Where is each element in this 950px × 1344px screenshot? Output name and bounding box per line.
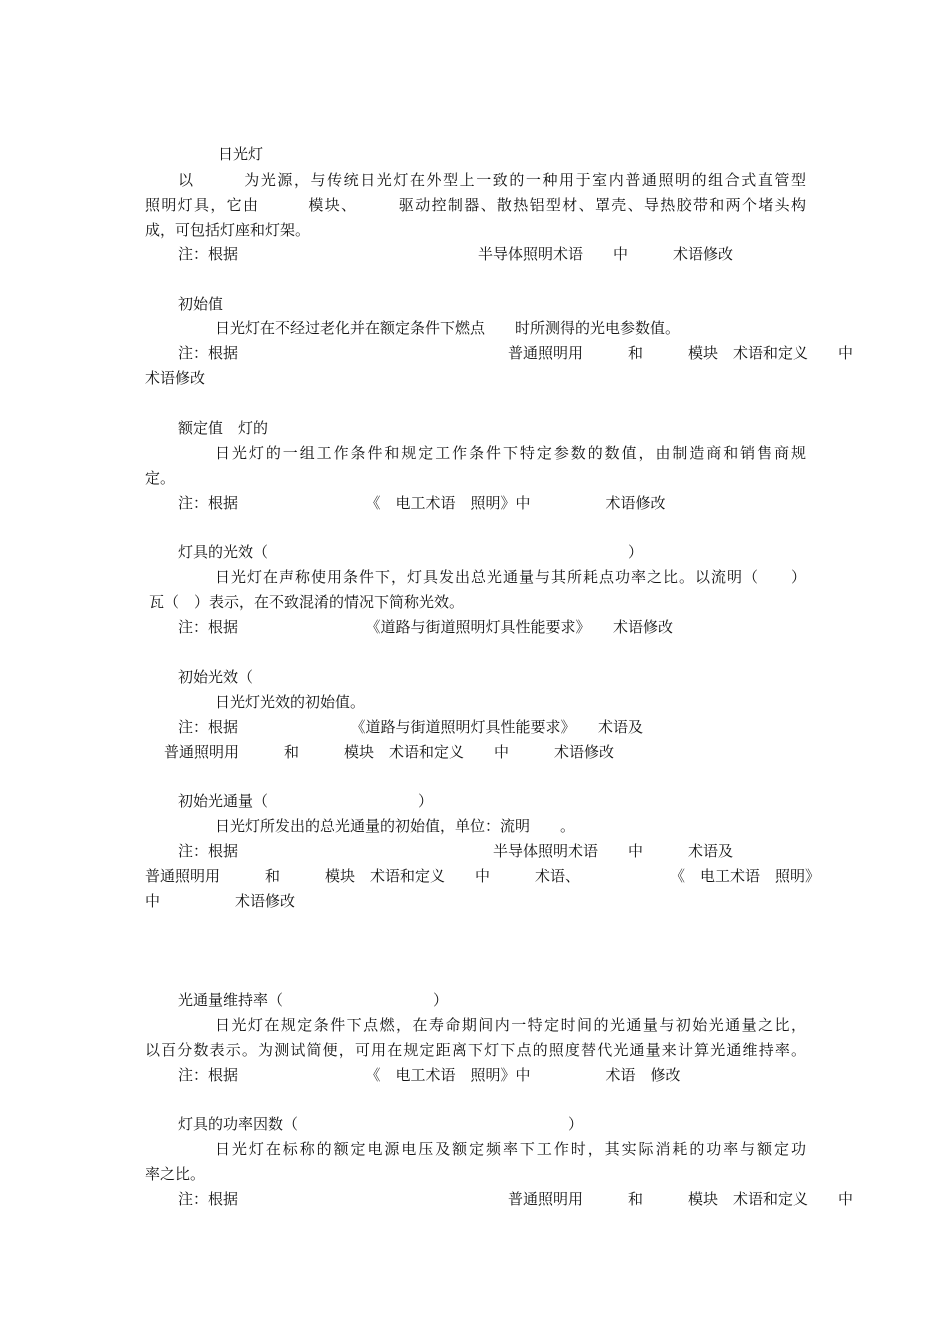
entry-note: 注：根据 《道路与街道照明灯具性能要求》 术语及 — [178, 718, 644, 736]
entry-title: 灯具的功率因数（ ） — [178, 1115, 584, 1133]
entry-note: 注：根据 普通照明用 和 模块 术语和定义 中 — [178, 1190, 854, 1208]
entry-definition-line: 成，可包括灯座和灯架。 — [145, 221, 311, 239]
entry-definition-line: 照明灯具，它由 模块、 驱动控制器、散热铝型材、罩壳、导热胶带和两个堵头构 — [145, 196, 806, 214]
entry-note: 中 术语修改 — [145, 892, 296, 910]
entry-definition-line: 日光灯所发出的总光通量的初始值，单位：流明 。 — [215, 817, 576, 835]
entry-definition-line: 日光灯在标称的额定电源电压及额定频率下工作时，其实际消耗的功率与额定功 — [215, 1140, 806, 1158]
entry-definition-line: 日光灯在不经过老化并在额定条件下燃点 时所测得的光电参数值。 — [215, 319, 681, 337]
entry-title: 初始光通量（ ） — [178, 792, 434, 810]
entry-note: 注：根据 半导体照明术语 中 术语修改 — [178, 245, 734, 263]
entry-note: 普通照明用 和 模块 术语和定义 中 术语修改 — [164, 743, 615, 761]
entry-definition-line: 日光灯的一组工作条件和规定工作条件下特定参数的数值，由制造商和销售商规 — [215, 444, 806, 462]
entry-definition-line: 日光灯光效的初始值。 — [215, 693, 366, 711]
entry-title: 初始光效（ — [178, 668, 254, 686]
entry-note: 普通照明用 和 模块 术语和定义 中 术语、 《 电工术语 照明》 — [145, 867, 821, 885]
entry-definition-line: 率之比。 — [145, 1165, 206, 1183]
entry-definition-line: 瓦（ ）表示，在不致混淆的情况下简称光效。 — [149, 593, 465, 611]
entry-note: 注：根据 普通照明用 和 模块 术语和定义 中 — [178, 344, 854, 362]
entry-definition-line: 日光灯在声称使用条件下，灯具发出总光通量与其所耗点功率之比。以流明（ ） — [215, 568, 806, 586]
entry-definition-line: 定。 — [145, 469, 176, 487]
entry-note: 注：根据 《道路与街道照明灯具性能要求》 术语修改 — [178, 618, 674, 636]
entry-note: 术语修改 — [145, 369, 206, 387]
entry-title: 日光灯 — [218, 145, 264, 163]
entry-note: 注：根据 《 电工术语 照明》中 术语修改 — [178, 494, 666, 512]
entry-title: 额定值 灯的 — [178, 419, 269, 437]
entry-definition-line: 日光灯在规定条件下点燃，在寿命期间内一特定时间的光通量与初始光通量之比， — [215, 1016, 806, 1034]
entry-definition-line: 以 为光源，与传统日光灯在外型上一致的一种用于室内普通照明的组合式直管型 — [178, 171, 806, 189]
entry-title: 灯具的光效（ ） — [178, 543, 644, 561]
entry-note: 注：根据 半导体照明术语 中 术语及 — [178, 842, 734, 860]
entry-note: 注：根据 《 电工术语 照明》中 术语 修改 — [178, 1066, 681, 1084]
entry-title: 初始值 — [178, 295, 224, 313]
entry-definition-line: 以百分数表示。为测试简便，可用在规定距离下灯下点的照度替代光通量来计算光通维持率。 — [145, 1041, 806, 1059]
entry-title: 光通量维持率（ ） — [178, 991, 449, 1009]
